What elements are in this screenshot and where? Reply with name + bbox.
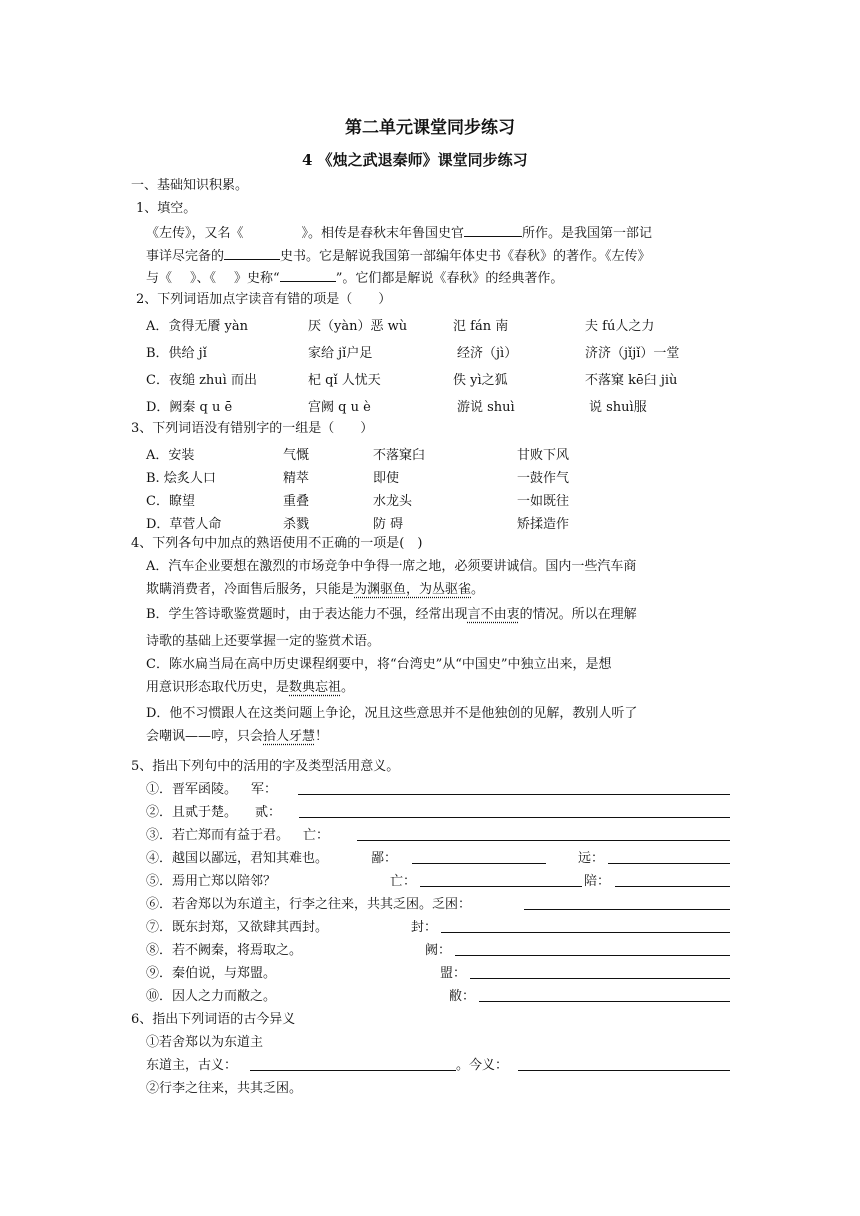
q6-label: 6、指出下列词语的古今异义 [131,1012,296,1027]
q5-item [146,943,302,959]
page-title: 第二单元课堂同步练习 [345,118,515,138]
q3-label: 3、下列词语没有错别字的一组是（ ） [131,421,374,436]
q4-d-line1: D．他不习惯跟人在这类问题上争论，况且这些意思并不是他独创的见解，教别人听了 [146,706,638,721]
q4-text: 欺瞒消费者，冷面售后服务，只能是 [146,582,355,597]
q2-option: C．夜缒 zhuì 而出 [146,373,257,388]
q2-option: 经济（jì） [457,346,518,361]
q1-line3 [146,269,563,287]
q6-item: ①若舍郑以为东道主 [146,1035,264,1050]
q3-option: 气慨 [283,448,310,463]
q5-item [146,897,471,913]
q3-option: 杀戮 [283,517,310,532]
section-heading: 一、基础知识积累。 [131,178,249,193]
q3-option: B. 烩炙人口 [146,471,216,486]
q3-option: 水龙头 [373,494,413,509]
blank-field[interactable] [280,269,336,282]
q1-line1 [146,224,652,242]
q3-option: 即使 [373,471,400,486]
q5-item [146,920,328,936]
q1-text: 与《 [146,271,173,286]
q2-option: 家给 jǐ户足 [308,346,373,361]
q1-text: 所作。是我国第一部记 [522,226,653,241]
q4-c-line2 [146,680,354,696]
q1-text: 》史称“ [234,271,280,286]
q4-text: 的情况。所以在理解 [519,607,637,622]
q5-sentence: ⑥．若舍郑以为东道主，行李之往来，共其乏困。乏困： [146,897,472,912]
q5-item [146,782,277,798]
q3-option: 矫揉造作 [517,517,570,532]
q2-option: 不落窠 kē臼 jiù [585,373,678,388]
q4-text: B．学生答诗歌鉴赏题时，由于表达能力不强，经常出现 [146,607,468,622]
q5-item [146,828,329,844]
q3-option: C．瞭望 [146,494,195,509]
q1-text: 》。相传是春秋末年鲁国史官 [301,226,465,241]
q1-text: ”。它们都是解说《春秋》的经典著作。 [335,271,564,286]
answer-line[interactable] [420,874,582,887]
q4-text: ！ [315,729,329,744]
blank-field[interactable] [464,224,522,237]
idiom-dotted: 言不由衷 [467,607,520,622]
q6-item: ②行李之往来，共其乏困。 [146,1081,303,1096]
q2-option: 佚 yì之狐 [453,373,508,388]
q5-sentence: ③．若亡郑而有益于君。 [146,828,290,843]
q4-c-line1: C．陈水扁当局在高中历史课程纲要中，将“台湾史”从“中国史”中独立出来，是想 [146,657,612,672]
q5-key: 封： [411,920,438,935]
q5-label: 5、指出下列句中的活用的字及类型活用意义。 [131,759,400,774]
q5-sentence: ②．且贰于楚。 [146,805,238,820]
answer-line[interactable] [518,1058,730,1071]
idiom-dotted: 拾人牙慧 [263,729,316,744]
q4-a-line1: A．汽车企业要想在激烈的市场竞争中争得一席之地，必须要讲诚信。国内一些汽车商 [146,559,637,574]
answer-line[interactable] [441,920,730,933]
answer-line[interactable] [524,897,730,910]
q3-option: A．安装 [146,448,195,463]
q2-option: B．供给 jǐ [146,346,207,361]
answer-line[interactable] [412,851,546,864]
q3-option: 一如既往 [517,494,570,509]
q4-label: 4、下列各句中加点的熟语使用不正确的一项是( ) [131,536,423,551]
q1-text: 《左传》，又名《 [146,226,244,241]
q1-text: 史书。它是解说我国第一部编年体史书《春秋》的著作。《左传》 [280,249,651,264]
q5-key: 亡： [390,874,417,889]
q1-text: 》、《 [190,271,217,286]
q2-option: 济济（jǐjǐ）一堂 [585,346,680,361]
q6-gu-label: 东道主，古义： [146,1058,238,1073]
q3-option: D．草菅人命 [146,517,222,532]
q4-a-line2 [146,582,484,598]
q5-sentence: ⑤．焉用亡郑以陪邻？ [146,874,277,889]
q4-text: 会嘲讽——哼，只会 [146,729,264,744]
q5-item [146,966,276,982]
q5-sentence: ⑨．秦伯说，与郑盟。 [146,966,277,981]
answer-line[interactable] [357,828,730,841]
answer-line[interactable] [455,943,730,956]
page-subtitle: 4 《烛之武退秦师》课堂同步练习 [302,151,528,169]
q4-b-line2: 诗歌的基础上还要掌握一定的鉴赏术语。 [146,634,381,649]
q2-option: 氾 fán 南 [453,319,509,334]
blank-field[interactable] [244,225,302,237]
q5-sentence: ⑦．既东封郑，又欲肆其西封。 [146,920,329,935]
q4-text: 。 [471,582,485,597]
q6-jin-label: 。今义： [456,1058,509,1073]
q2-label: 2、下列词语加点字读音有错的项是（ ） [136,292,392,307]
q5-key: 远： [578,851,605,866]
q5-key: 鄙： [371,851,398,866]
answer-line[interactable] [250,1058,456,1071]
q4-d-line2 [146,729,328,745]
q5-key: 军： [251,782,278,797]
q5-item [146,805,281,821]
q5-sentence: ⑩．因人之力而敝之。 [146,989,277,1004]
q5-key: 贰： [255,805,282,820]
answer-line[interactable] [299,805,730,818]
q5-sentence: ①．晋军函陵。 [146,782,238,797]
q1-text: 事详尽完备的 [146,249,225,264]
q3-option: 精萃 [283,471,310,486]
q3-option: 重叠 [283,494,310,509]
q2-option: 说 shuì服 [589,400,647,415]
q5-sentence: ④．越国以鄙远，君知其难也。 [146,851,329,866]
q2-option: 夫 fú人之力 [585,319,655,334]
idiom-dotted: 为渊驱鱼，为丛驱雀 [354,582,472,597]
q5-key: 陪： [584,874,611,889]
q5-key: 敝： [449,989,476,1004]
q3-option: 一鼓作气 [517,471,570,486]
q2-option: D．阙秦 q u ē [146,400,233,415]
q5-item [146,874,276,890]
q5-item [146,989,276,1005]
q3-option: 甘败下风 [517,448,570,463]
answer-line[interactable] [608,851,730,864]
q3-option: 防 碍 [373,517,404,532]
answer-line[interactable] [470,966,730,979]
blank-field[interactable] [224,247,280,260]
q5-key: 亡： [303,828,330,843]
q5-key: 阙： [425,943,452,958]
q5-key: 盟： [440,966,467,981]
q4-text: 用意识形态取代历史，是 [146,680,290,695]
q5-sentence: ⑧．若不阙秦，将焉取之。 [146,943,303,958]
q2-option: 厌（yàn）恶 wù [308,319,408,334]
q4-b-line1 [146,607,637,623]
q3-option: 不落窠臼 [373,448,426,463]
q2-option: A．贪得无餍 yàn [146,319,248,334]
answer-line[interactable] [615,874,730,887]
q1-line2 [146,247,651,265]
answer-line[interactable] [298,782,730,795]
q2-option: 宫阙 q u è [308,400,371,415]
q5-item [146,851,328,867]
q2-option: 游说 shuì [457,400,515,415]
q2-option: 杞 qǐ 人忧天 [308,373,381,388]
q1-label: 1、填空。 [136,201,197,216]
answer-line[interactable] [479,989,730,1002]
q4-text: 。 [341,680,355,695]
idiom-dotted: 数典忘祖 [289,680,342,695]
